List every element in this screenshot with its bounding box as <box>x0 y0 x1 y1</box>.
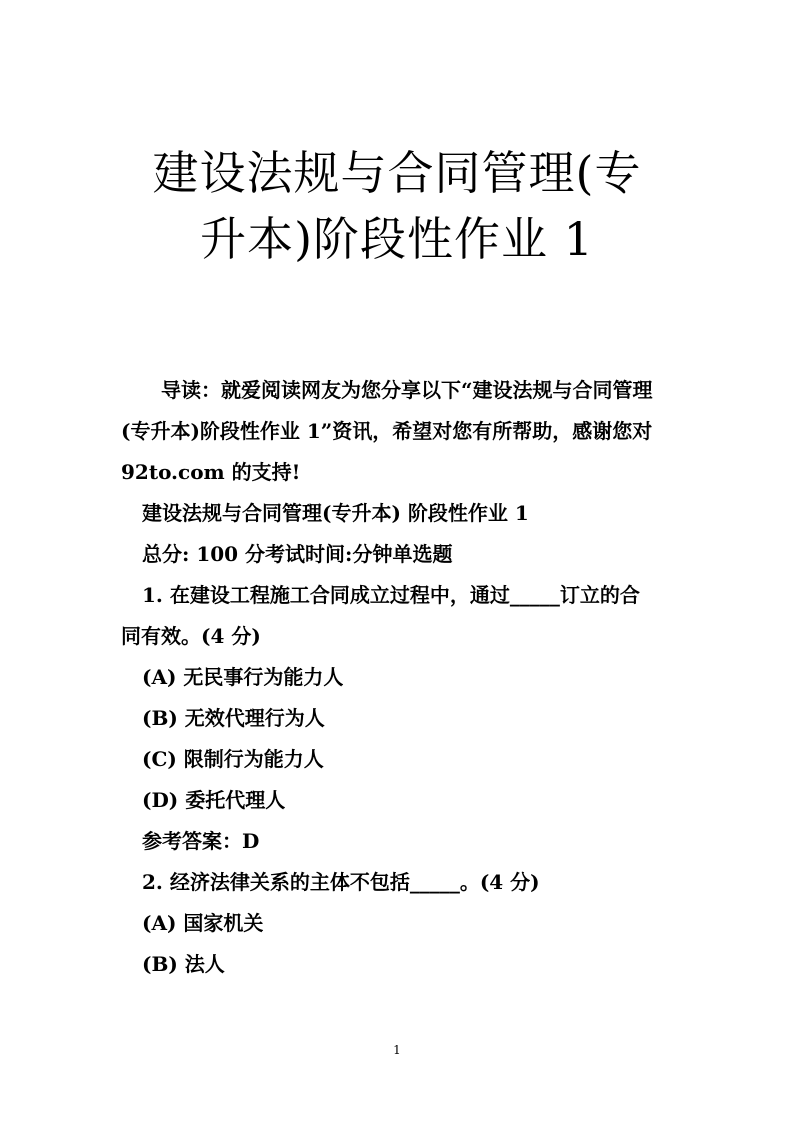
score-time-line: 总分: 100 分考试时间:分钟单选题 <box>142 542 453 566</box>
question-2-option-a: (A) 国家机关 <box>142 911 264 935</box>
question-2-option-b: (B) 法人 <box>142 952 225 976</box>
question-1-option-a: (A) 无民事行为能力人 <box>142 665 344 689</box>
title-line-2: 升本)阶段性作业 1 <box>200 212 594 266</box>
question-1-option-b: (B) 无效代理行为人 <box>142 706 325 730</box>
question-2-line: 2. 经济法律关系的主体不包括_____。(4 分) <box>142 870 540 894</box>
question-1-option-c: (C) 限制行为能力人 <box>142 747 324 771</box>
question-1-option-d: (D) 委托代理人 <box>142 788 286 812</box>
title-line-1: 建设法规与合同管理(专 <box>152 146 642 200</box>
document-title <box>0 140 794 272</box>
section-title-line: 建设法规与合同管理(专升本) 阶段性作业 1 <box>142 501 529 525</box>
intro-line-2: (专升本)阶段性作业 1”资讯，希望对您有所帮助，感谢您对 <box>121 419 653 443</box>
intro-line-3: 92to.com 的支持! <box>121 460 301 484</box>
document-content <box>121 370 681 985</box>
page-number: 1 <box>393 1043 401 1057</box>
intro-line-1: 导读：就爱阅读网友为您分享以下“建设法规与合同管理 <box>161 378 653 402</box>
question-1-line-1: 1. 在建设工程施工合同成立过程中，通过_____订立的合 <box>142 583 640 607</box>
question-1-line-2: 同有效。(4 分) <box>121 624 261 648</box>
question-1-answer: 参考答案：D <box>142 829 260 853</box>
